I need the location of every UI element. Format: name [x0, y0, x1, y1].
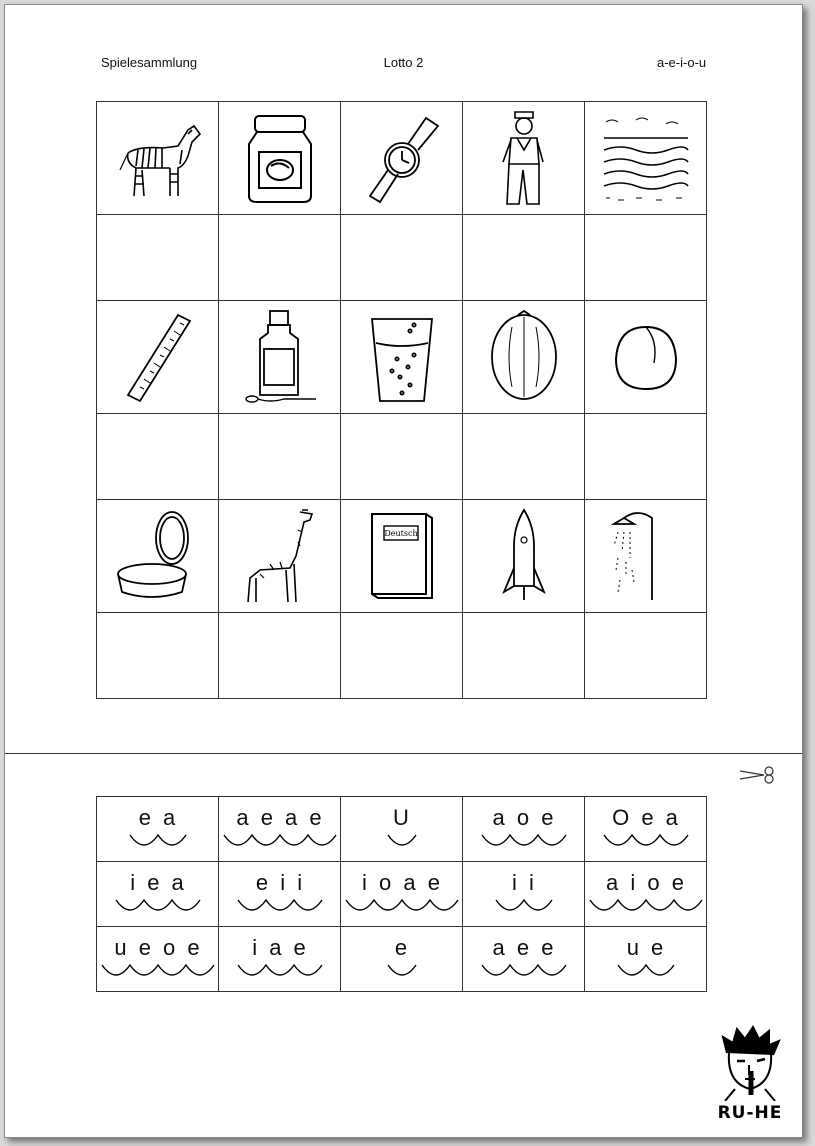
syllable-arcs: [386, 963, 418, 977]
syllable-text: i i: [512, 870, 535, 895]
syllable-text: u e: [626, 935, 665, 960]
watch-icon: [352, 108, 452, 208]
blank-cell: [463, 414, 585, 500]
cell-ruler: [97, 301, 219, 414]
header-right: a-e-i-o-u: [657, 55, 707, 70]
syllable-arc-path: [346, 900, 458, 910]
cell-apricot: [585, 301, 707, 414]
syllable-arcs: [222, 833, 338, 847]
zebra-icon: [108, 108, 208, 208]
syllable-text: e: [394, 935, 409, 960]
syllable-row: [97, 927, 707, 992]
syllable-text: a e a e: [236, 805, 323, 830]
syllable-card: [341, 927, 463, 992]
blank-row-2: [97, 414, 707, 500]
syllable-arcs: [114, 898, 202, 912]
syllable-card: [341, 797, 463, 862]
syllable-arc-path: [224, 835, 336, 845]
melon-icon: [474, 307, 574, 407]
syllable-arc-path: [482, 835, 566, 845]
syllable-card: [219, 862, 341, 927]
picture-row-3: [97, 500, 707, 613]
syllable-arcs: [494, 898, 554, 912]
syllable-arcs: [344, 898, 460, 912]
potty-icon: [108, 506, 208, 606]
cell-giraffe: [219, 500, 341, 613]
cell-notebook: [341, 500, 463, 613]
cut-line: [5, 753, 802, 754]
rocket-icon: [474, 506, 574, 606]
blank-cell: [585, 215, 707, 301]
cell-shower: [585, 500, 707, 613]
syllable-arcs: [100, 963, 216, 977]
syllable-text: a i o e: [606, 870, 685, 895]
blank-cell: [219, 613, 341, 699]
syllable-text: a e e: [492, 935, 555, 960]
cell-glass: [341, 301, 463, 414]
syllable-card: [463, 862, 585, 927]
syllable-card-grid: [96, 796, 707, 992]
syllable-card: [97, 927, 219, 992]
cell-potty: [97, 500, 219, 613]
cell-watch: [341, 102, 463, 215]
syllable-arc-path: [388, 965, 416, 975]
picture-row-1: [97, 102, 707, 215]
blank-cell: [341, 215, 463, 301]
syllable-arc-path: [238, 965, 322, 975]
syllable-arc-path: [496, 900, 552, 910]
syllable-card: [219, 797, 341, 862]
syllable-text: i o a e: [362, 870, 441, 895]
blank-row-3: [97, 613, 707, 699]
syllable-arcs: [480, 833, 568, 847]
syllable-arc-path: [102, 965, 214, 975]
header-left: Spielesammlung: [101, 55, 198, 70]
syllable-card: [585, 797, 707, 862]
syllable-text: a o e: [492, 805, 555, 830]
syllable-arc-path: [238, 900, 322, 910]
syllable-card: [341, 862, 463, 927]
syllable-arc-path: [130, 835, 186, 845]
syllable-arcs: [236, 963, 324, 977]
syllable-arcs: [236, 898, 324, 912]
syllable-text: u e o e: [114, 935, 201, 960]
syllable-card: [585, 862, 707, 927]
cell-sailor: [463, 102, 585, 215]
cough-syrup-icon: [230, 307, 330, 407]
syllable-arcs: [480, 963, 568, 977]
syllable-text: i e a: [130, 870, 185, 895]
blank-cell: [219, 414, 341, 500]
syllable-arc-path: [388, 835, 416, 845]
syllable-card: [463, 797, 585, 862]
cell-rocket: [463, 500, 585, 613]
syllable-arc-path: [116, 900, 200, 910]
blank-cell: [463, 215, 585, 301]
syllable-arcs: [616, 963, 676, 977]
notebook-icon: [352, 506, 452, 606]
cell-cough-syrup: [219, 301, 341, 414]
cell-melon: [463, 301, 585, 414]
syllable-text: O e a: [612, 805, 679, 830]
syllable-row: [97, 862, 707, 927]
sailor-icon: [489, 106, 559, 211]
cell-jar: [219, 102, 341, 215]
syllable-text: e a: [138, 805, 177, 830]
jar-icon: [235, 108, 325, 208]
syllable-arcs: [128, 833, 188, 847]
syllable-arcs: [386, 833, 418, 847]
header-center: Lotto 2: [383, 55, 424, 70]
blank-cell: [97, 215, 219, 301]
syllable-card: [97, 862, 219, 927]
blank-cell: [341, 414, 463, 500]
logo-text: RU-HE: [717, 1103, 783, 1123]
cell-sea: [585, 102, 707, 215]
blank-cell: [585, 613, 707, 699]
shower-icon: [596, 506, 696, 606]
ruhe-logo: [705, 1023, 795, 1123]
syllable-card: [219, 927, 341, 992]
giraffe-icon: [230, 506, 330, 606]
syllable-text: e i i: [255, 870, 304, 895]
syllable-card: [97, 797, 219, 862]
worksheet-page: [4, 4, 803, 1138]
syllable-arcs: [602, 833, 690, 847]
blank-cell: [97, 613, 219, 699]
blank-cell: [219, 215, 341, 301]
syllable-arcs: [588, 898, 704, 912]
syllable-arc-path: [590, 900, 702, 910]
syllable-row: [97, 797, 707, 862]
syllable-text: U: [393, 805, 410, 830]
ruhe-mascot-icon: [705, 1023, 795, 1101]
syllable-arc-path: [618, 965, 674, 975]
picture-row-2: [97, 301, 707, 414]
cell-zebra: [97, 102, 219, 215]
blank-cell: [463, 613, 585, 699]
syllable-card: [585, 927, 707, 992]
syllable-arc-path: [482, 965, 566, 975]
ruler-icon: [108, 307, 208, 407]
blank-row-1: [97, 215, 707, 301]
syllable-text: i a e: [252, 935, 307, 960]
sea-icon: [596, 108, 696, 208]
blank-cell: [97, 414, 219, 500]
glass-icon: [352, 307, 452, 407]
blank-cell: [585, 414, 707, 500]
syllable-card: [463, 927, 585, 992]
apricot-icon: [596, 307, 696, 407]
picture-grid: [96, 101, 707, 699]
syllable-arc-path: [604, 835, 688, 845]
blank-cell: [341, 613, 463, 699]
scissors-icon: [738, 765, 778, 785]
svg-text:Deutsch: Deutsch: [383, 529, 418, 538]
